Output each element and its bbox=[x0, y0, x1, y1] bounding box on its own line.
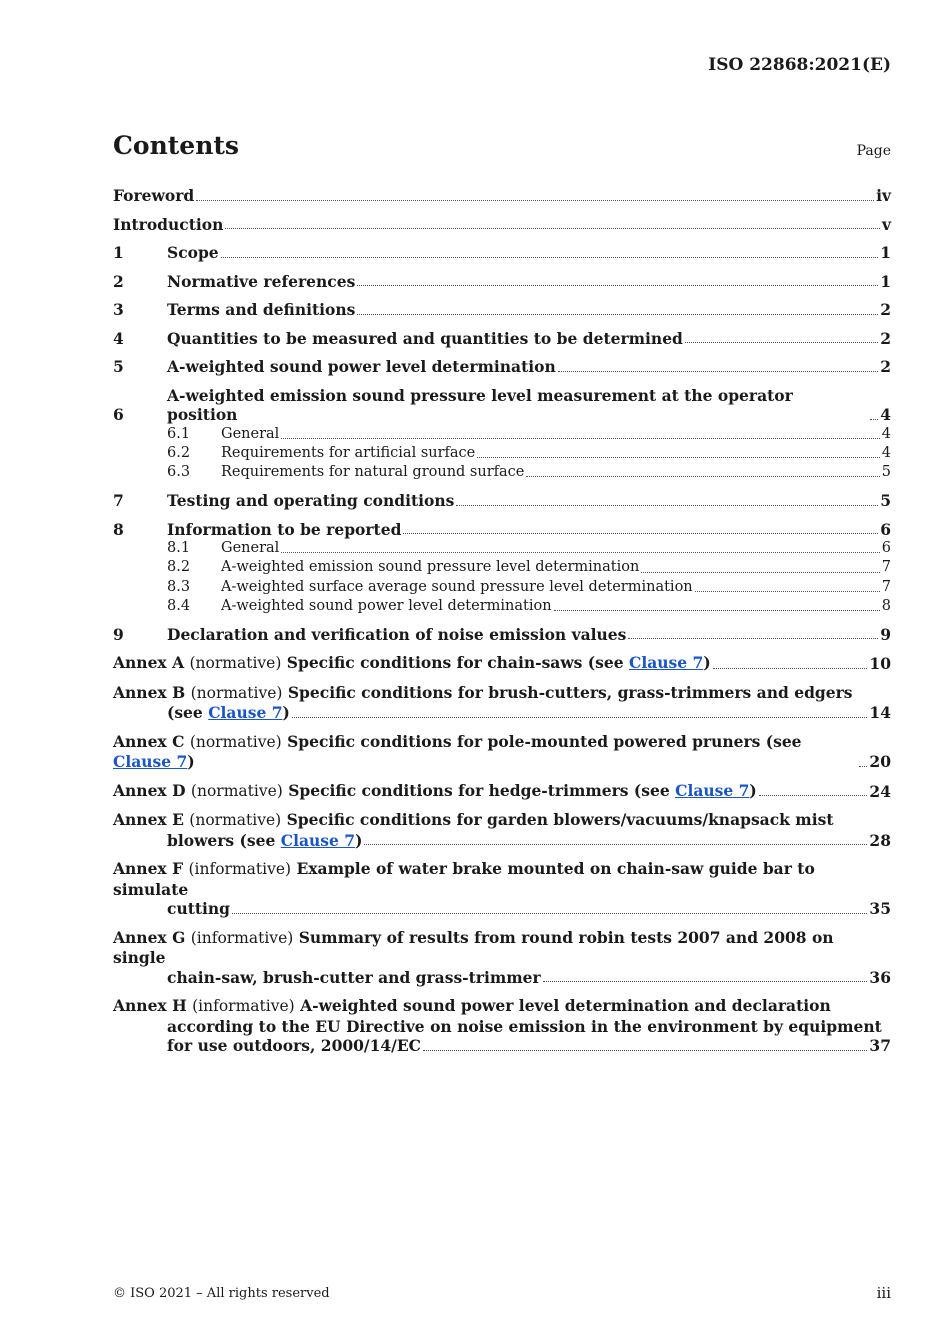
clause-7-link[interactable]: Clause 7 bbox=[629, 653, 704, 673]
page-number: 14 bbox=[869, 703, 891, 723]
annex-title: Specific conditions for hedge-trimmers (see bbox=[288, 780, 670, 800]
toc-entry-clause-8-2[interactable]: 8.2 A-weighted emission sound pressure level determination 7 bbox=[113, 558, 891, 577]
clause-number: 4 bbox=[113, 328, 124, 348]
toc-entry-clause-8-1[interactable]: 8.1 General 6 bbox=[113, 539, 891, 558]
annex-label: Annex F bbox=[113, 859, 184, 879]
toc-entry-clause-1[interactable]: 1 Scope 1 bbox=[113, 243, 891, 262]
dot-leader bbox=[196, 199, 874, 201]
page-column-label: Page bbox=[856, 143, 891, 159]
page-number: v bbox=[881, 214, 891, 234]
dot-leader bbox=[364, 843, 867, 845]
dot-leader bbox=[554, 609, 880, 611]
toc-entry-clause-4[interactable]: 4 Quantities to be measured and quantities to be determined 2 bbox=[113, 328, 891, 348]
toc-entry-clause-7[interactable]: 7 Testing and operating conditions 5 bbox=[113, 491, 891, 511]
annex-label: Annex C bbox=[113, 731, 185, 751]
annex-label: Annex D bbox=[113, 780, 186, 800]
dot-leader bbox=[477, 456, 880, 458]
toc-entry-clause-6-2[interactable]: 6.2 Requirements for artificial surface 4 bbox=[113, 444, 891, 463]
annex-title-continued: for use outdoors, 2000/14/EC bbox=[167, 1036, 421, 1056]
page-number: 24 bbox=[869, 781, 891, 801]
footer-page-number: iii bbox=[876, 1284, 891, 1302]
toc-entry-clause-6[interactable]: 6 A-weighted emission sound pressure level measurement at the operator position 4 bbox=[113, 385, 891, 424]
toc-entry-annex-f[interactable] bbox=[113, 859, 891, 919]
dot-leader bbox=[357, 313, 878, 315]
annex-title-continued: (see bbox=[167, 703, 203, 723]
dot-leader bbox=[870, 418, 878, 420]
table-of-contents bbox=[113, 186, 891, 1056]
dot-leader bbox=[281, 437, 879, 439]
dot-leader bbox=[859, 765, 867, 767]
annex-title: Example of water brake mounted on chain-saw guide bar to simulate bbox=[113, 859, 815, 899]
clause-number: 7 bbox=[113, 491, 124, 511]
annex-title: A-weighted sound power level determination and declaration bbox=[300, 996, 831, 1016]
toc-entry-annex-d[interactable]: Annex D (normative) Specific conditions for hedge-trimmers (see Clause 7) 24 bbox=[113, 780, 891, 801]
clause-number: 5 bbox=[113, 357, 124, 376]
toc-entry-clause-6-1[interactable]: 6.1 General 4 bbox=[113, 425, 891, 444]
document-id: ISO 22868:2021(E) bbox=[708, 55, 891, 75]
clause-number: 9 bbox=[113, 624, 124, 644]
toc-entry-clause-5[interactable]: 5 A-weighted sound power level determination 2 bbox=[113, 357, 891, 376]
dot-leader bbox=[456, 504, 878, 506]
toc-entry-annex-c[interactable]: Annex C (normative) Specific conditions for pole-mounted powered pruners (see Clause 7) 20 bbox=[113, 731, 891, 772]
annex-title: Specific conditions for brush-cutters, grass-trimmers and edgers bbox=[287, 682, 853, 702]
dot-leader bbox=[641, 571, 879, 573]
page-number: 5 bbox=[880, 491, 891, 511]
dot-leader bbox=[695, 590, 880, 592]
clause-7-link[interactable]: Clause 7 bbox=[113, 752, 188, 772]
toc-entry-clause-2[interactable]: 2 Normative references 1 bbox=[113, 271, 891, 291]
clause-7-link[interactable]: Clause 7 bbox=[675, 780, 750, 800]
clause-7-link[interactable]: Clause 7 bbox=[208, 703, 283, 723]
annex-type: (normative) bbox=[189, 654, 282, 673]
clause-number: 8 bbox=[113, 519, 124, 539]
page-number: 20 bbox=[869, 752, 891, 772]
annex-type: (normative) bbox=[190, 683, 283, 702]
annex-type: (informative) bbox=[188, 860, 292, 879]
annex-label: Annex B bbox=[113, 682, 186, 702]
annex-type: (informative) bbox=[192, 997, 295, 1016]
toc-entry-clause-9[interactable]: 9 Declaration and verification of noise emission values 9 bbox=[113, 624, 891, 644]
annex-title: Specific conditions for chain-saws (see bbox=[286, 653, 624, 673]
subclause-number: 6.2 bbox=[167, 444, 191, 461]
annex-label: Annex E bbox=[113, 810, 184, 830]
page-number: 6 bbox=[880, 519, 891, 539]
page-number: 10 bbox=[869, 654, 891, 674]
annex-title: Specific conditions for garden blowers/vacuums/knapsack mist bbox=[286, 810, 834, 830]
annex-type: (normative) bbox=[190, 781, 283, 800]
annex-title-continued: cutting bbox=[167, 899, 231, 919]
page-number: iv bbox=[876, 186, 891, 205]
annex-type: (informative) bbox=[190, 928, 294, 947]
clause-7-link[interactable]: Clause 7 bbox=[280, 830, 356, 850]
dot-leader bbox=[713, 667, 868, 669]
dot-leader bbox=[685, 341, 878, 343]
dot-leader bbox=[232, 912, 867, 914]
page-number: 36 bbox=[869, 967, 891, 987]
annex-label: Annex H bbox=[113, 996, 187, 1016]
dot-leader bbox=[423, 1049, 867, 1051]
dot-leader bbox=[759, 794, 868, 796]
page-number: 2 bbox=[880, 300, 891, 319]
page-number: 1 bbox=[880, 243, 891, 262]
page-number: 4 bbox=[880, 405, 891, 424]
page-number: 5 bbox=[881, 463, 891, 480]
subclause-number: 8.1 bbox=[167, 540, 191, 557]
page-number: 35 bbox=[869, 899, 891, 919]
page-number: 9 bbox=[880, 624, 891, 644]
subclause-number: 6.3 bbox=[167, 463, 191, 480]
page-number: 28 bbox=[869, 830, 891, 850]
toc-entry-annex-g[interactable] bbox=[113, 928, 891, 988]
page-number: 2 bbox=[880, 328, 891, 348]
toc-entry-annex-h[interactable] bbox=[113, 996, 891, 1056]
subclause-number: 6.1 bbox=[167, 425, 191, 442]
dot-leader bbox=[558, 370, 878, 372]
annex-type: (normative) bbox=[189, 811, 282, 830]
page-number: 8 bbox=[881, 597, 891, 614]
dot-leader bbox=[403, 532, 878, 534]
copyright-notice: © ISO 2021 – All rights reserved bbox=[113, 1286, 330, 1301]
toc-entry-annex-e[interactable]: Annex E (normative) Specific conditions for garden blowers/vacuums/knapsack mist blowers (see Clause 7) 28 bbox=[113, 810, 891, 850]
clause-number: 2 bbox=[113, 271, 124, 291]
toc-entry-foreword[interactable]: Foreword iv bbox=[113, 186, 891, 205]
dot-leader bbox=[281, 551, 879, 553]
page-number: 4 bbox=[881, 425, 891, 442]
dot-leader bbox=[543, 980, 868, 982]
clause-number: 1 bbox=[113, 243, 124, 262]
toc-entry-annex-a[interactable]: Annex A (normative) Specific conditions for chain-saws (see Clause 7) 10 bbox=[113, 653, 891, 674]
annex-title: Summary of results from round robin tests 2007 and 2008 on single bbox=[113, 927, 834, 968]
page-number: 6 bbox=[881, 540, 891, 557]
clause-number: 6 bbox=[113, 405, 124, 424]
page-number: 37 bbox=[869, 1036, 891, 1056]
dot-leader bbox=[357, 284, 878, 286]
dot-leader bbox=[221, 256, 879, 258]
dot-leader bbox=[292, 716, 868, 718]
toc-entry-clause-8[interactable]: 8 Information to be reported 6 bbox=[113, 519, 891, 539]
page-number: 7 bbox=[881, 559, 891, 576]
subclause-number: 8.2 bbox=[167, 559, 191, 576]
annex-title-continued: blowers (see bbox=[167, 830, 276, 850]
annex-title: Specific conditions for pole-mounted powered pruners (see bbox=[287, 731, 802, 751]
page-title: Contents bbox=[113, 131, 240, 160]
annex-label: Annex G bbox=[113, 927, 186, 947]
toc-entry-clause-8-3[interactable]: 8.3 A-weighted surface average sound pressure level determination 7 bbox=[113, 578, 891, 597]
subclause-number: 8.3 bbox=[167, 578, 191, 595]
annex-title-continued: according to the EU Directive on noise emission in the environment by equipment bbox=[167, 1016, 882, 1036]
toc-entry-clause-6-3[interactable]: 6.3 Requirements for natural ground surface 5 bbox=[113, 463, 891, 482]
annex-label: Annex A bbox=[113, 653, 185, 673]
annex-type: (normative) bbox=[189, 732, 282, 751]
page-number: 2 bbox=[880, 357, 891, 376]
dot-leader bbox=[526, 475, 879, 477]
page-number: 1 bbox=[880, 271, 891, 291]
subclause-number: 8.4 bbox=[167, 597, 191, 614]
page-number: 7 bbox=[881, 578, 891, 595]
dot-leader bbox=[225, 227, 880, 229]
toc-entry-annex-b[interactable]: Annex B (normative) Specific conditions for brush-cutters, grass-trimmers and edgers (see Clause 7) 14 bbox=[113, 682, 891, 723]
toc-entry-clause-3[interactable]: 3 Terms and definitions 2 bbox=[113, 300, 891, 319]
toc-entry-clause-8-4[interactable]: 8.4 A-weighted sound power level determination 8 bbox=[113, 597, 891, 616]
clause-number: 3 bbox=[113, 300, 124, 319]
toc-entry-introduction[interactable]: Introduction v bbox=[113, 214, 891, 234]
dot-leader bbox=[628, 637, 878, 639]
annex-title-continued: chain-saw, brush-cutter and grass-trimmer bbox=[167, 967, 541, 987]
page-number: 4 bbox=[881, 444, 891, 461]
